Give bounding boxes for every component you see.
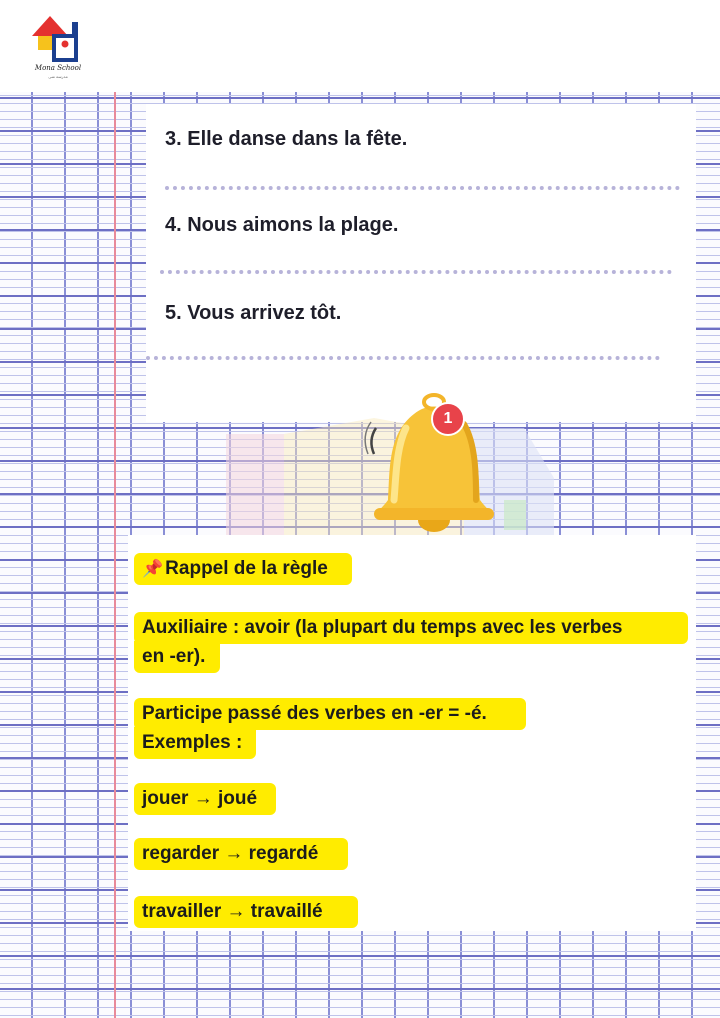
pushpin-icon: 📌 [142,559,164,578]
rule-auxiliary-line1: Auxiliaire : avoir (la plupart du temps avec les verbes [134,612,688,644]
example-jouer: jouer → joué [134,783,276,815]
example-regarder: regarder → regardé [134,838,348,870]
sentence-3: 3. Elle danse dans la fête. [165,128,408,150]
logo-subtitle: مدرسة منى [48,74,68,79]
answer-line-4[interactable] [160,270,672,274]
rule-participle: Participe passé des verbes en -er = -é. [134,698,526,730]
sentence-4: 4. Nous aimons la plage. [165,214,399,236]
header-area [0,0,720,92]
answer-line-3[interactable] [165,186,680,190]
logo-name: Mona School [34,64,82,72]
exercise-card [146,104,696,422]
answer-line-5[interactable] [146,356,660,360]
bell-icon [224,388,558,538]
rule-auxiliary-line2: en -er). [134,641,220,673]
rule-title: Rappel de la règle [165,558,328,579]
rule-examples-label: Exemples : [134,727,256,759]
example-travailler: travailler → travaillé [134,896,358,928]
margin-line [114,0,116,1018]
notification-badge: 1 [431,402,465,436]
sentence-5: 5. Vous arrivez tôt. [165,302,342,324]
rule-title-highlight [134,553,352,585]
